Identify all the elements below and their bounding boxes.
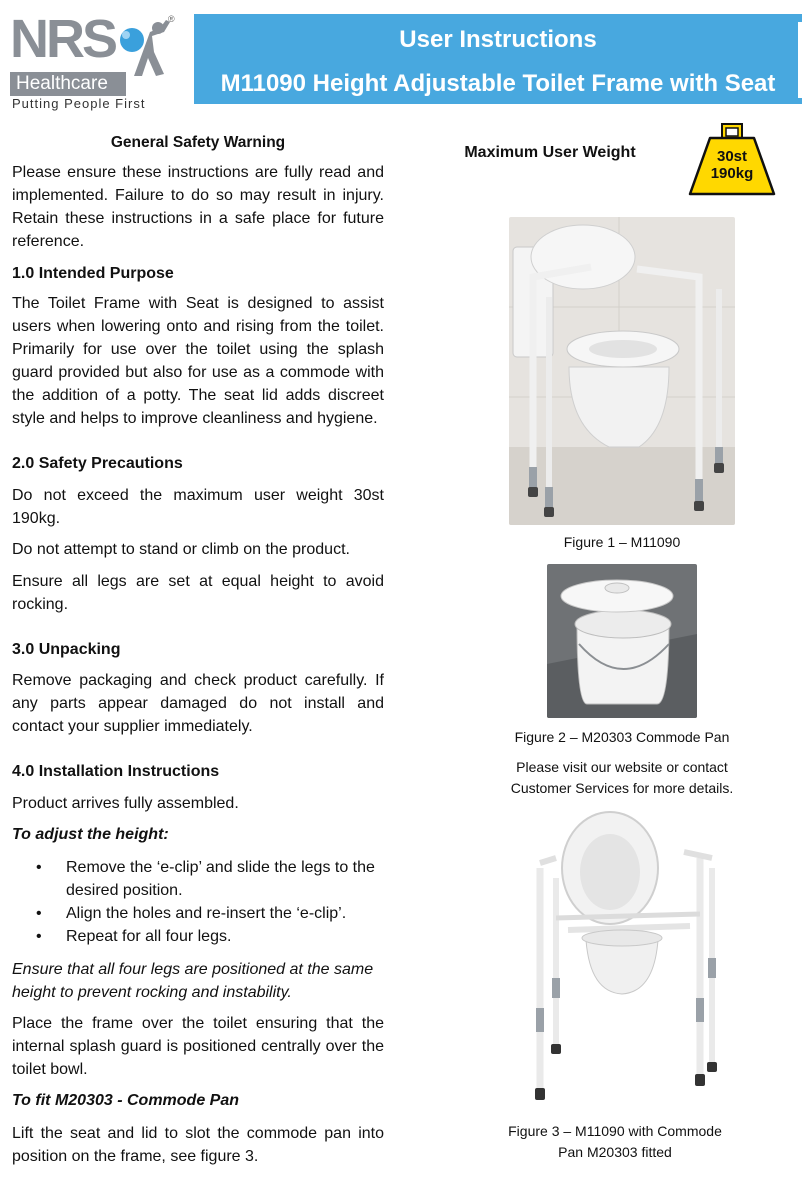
section-4-sub1-block — [12, 823, 384, 846]
section-2-p1: Do not exceed the maximum user weight 30st 190kg. — [12, 487, 384, 527]
figure-3-photo — [526, 808, 722, 1114]
frame-with-commode-image — [526, 808, 722, 1114]
list-item: • Repeat for all four legs. — [12, 925, 384, 948]
warning-paragraph-block — [12, 161, 384, 253]
warning-text: Please ensure these instructions are fully read and implemented. Failure to do so may result in injury. Retain these instructions in a safe place for future reference. — [12, 164, 384, 250]
section-1-body — [12, 292, 384, 430]
commode-pan-subheading: To fit M20303 - Commode Pan — [12, 1092, 239, 1109]
title-banner — [194, 14, 802, 104]
section-2-p2-block — [12, 538, 384, 561]
weight-kilograms: 190kg — [710, 165, 754, 182]
figure-2-photo — [547, 564, 697, 718]
weight-stones: 30st — [716, 148, 748, 165]
contact-note-line-1: Please visit our website or contact — [516, 759, 728, 775]
logo-wordmark: NRS — [10, 9, 116, 69]
max-weight-label: Maximum User Weight — [464, 144, 636, 161]
figure-2-caption: Figure 2 – M20303 Commode Pan — [514, 729, 730, 745]
section-3-body — [12, 669, 384, 738]
section-4 — [12, 760, 384, 783]
adjust-height-steps — [12, 856, 384, 948]
section-2-p3-block — [12, 570, 384, 616]
figure-3-caption-line-2: Pan M20303 fitted — [558, 1144, 672, 1160]
section-1-text: The Toilet Frame with Seat is designed to assist users when lowering onto and rising from the toilet. Primarily for use over the toilet using the splash guard provided but also for use as a commode with the addition of a potty. The seat lid adds discreet style and helps to improve cleanliness and hygiene. — [12, 295, 384, 427]
warning-heading: General Safety Warning — [110, 134, 286, 151]
figure-1-photo — [509, 217, 735, 525]
list-item: • Remove the ‘e-clip’ and slide the legs to the desired position. — [12, 856, 384, 902]
figure-3-caption — [480, 1121, 750, 1163]
section-2 — [12, 452, 384, 475]
logo-healthcare-bar: Healthcare — [10, 72, 126, 96]
title-line-1: User Instructions — [399, 26, 597, 53]
banner-divider — [798, 22, 802, 98]
section-3 — [12, 638, 384, 661]
rocking-note: Ensure that all four legs are positioned at the same height to prevent rocking and instability. — [12, 961, 374, 1001]
section-2-heading: 2.0 Safety Precautions — [12, 455, 183, 472]
commode-pan-image — [547, 564, 697, 718]
contact-note — [480, 757, 764, 799]
list-item: • Align the holes and re-insert the ‘e-clip’. — [12, 902, 384, 925]
figure-3-caption-line-1: Figure 3 – M11090 with Commode — [508, 1123, 722, 1139]
section-4-bullets-block — [12, 856, 384, 948]
section-3-heading: 3.0 Unpacking — [12, 641, 121, 658]
nrs-healthcare-logo — [8, 9, 178, 112]
section-1-heading: 1.0 Intended Purpose — [12, 265, 174, 282]
weight-badge — [686, 120, 778, 198]
section-4-p3: Lift the seat and lid to slot the commode pan into position on the frame, see figure 3. — [12, 1125, 384, 1165]
contact-note-line-2: Customer Services for more details. — [510, 780, 734, 796]
section-4-sub2-block — [12, 1089, 384, 1112]
logo-figure-icon — [112, 18, 174, 80]
logo-tagline: Putting People First — [12, 96, 146, 111]
section-4-p1-block — [12, 792, 384, 815]
figure-1-caption: Figure 1 – M11090 — [563, 534, 681, 550]
logo-registered-mark: ® — [168, 14, 175, 24]
section-2-p1-block — [12, 484, 384, 530]
section-2-p2: Do not attempt to stand or climb on the product. — [12, 541, 350, 558]
section-4-p1: Product arrives fully assembled. — [12, 795, 239, 812]
section-3-text: Remove packaging and check product carefully. If any parts appear damaged do not install and contact your supplier immediately. — [12, 672, 384, 735]
section-4-p2: Place the frame over the toilet ensuring that the internal splash guard is positioned centrally over the toilet bowl. — [12, 1015, 384, 1078]
section-4-note-block — [12, 958, 384, 1004]
title-line-2: M11090 Height Adjustable Toilet Frame with Seat — [220, 70, 776, 97]
warning-heading-block — [12, 131, 384, 154]
section-4-p3-block — [12, 1122, 384, 1168]
toilet-frame-image — [509, 217, 735, 525]
section-2-p3: Ensure all legs are set at equal height to avoid rocking. — [12, 573, 384, 613]
adjust-height-subheading: To adjust the height: — [12, 826, 169, 843]
section-1 — [12, 262, 384, 285]
section-4-heading: 4.0 Installation Instructions — [12, 763, 220, 780]
section-4-p2-block — [12, 1012, 384, 1081]
